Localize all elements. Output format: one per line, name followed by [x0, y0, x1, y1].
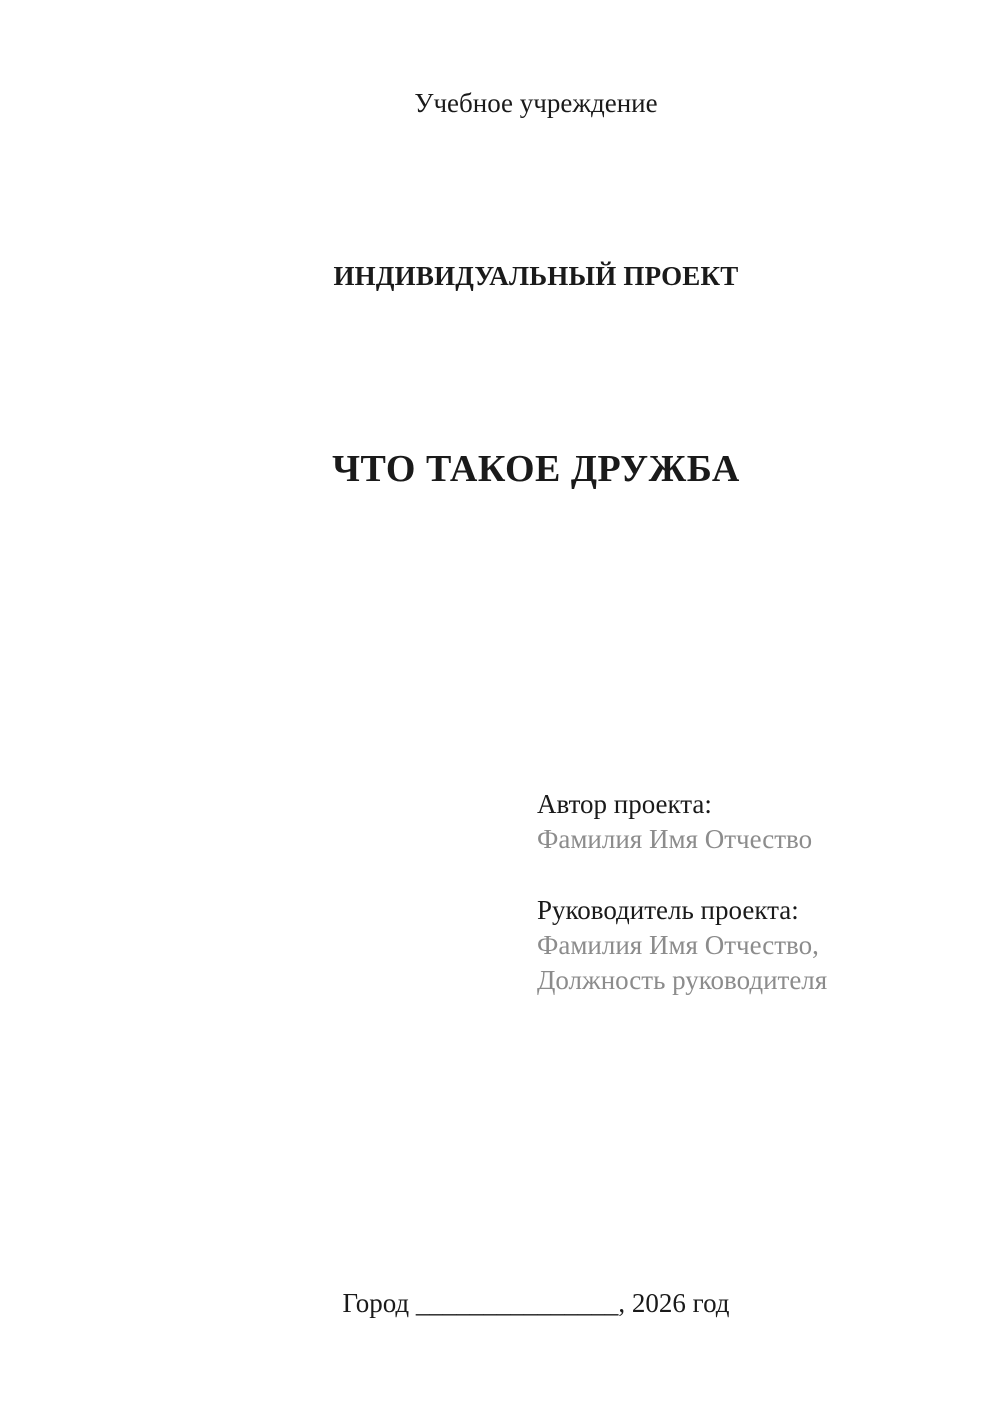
credits-block [537, 787, 827, 998]
supervisor-name-placeholder: Фамилия Имя Отчество, [537, 930, 819, 960]
author-section [537, 787, 827, 857]
institution-name: Учебное учреждение [414, 88, 658, 118]
supervisor-section [537, 893, 827, 998]
supervisor-label: Руководитель проекта: [537, 895, 799, 925]
title-page-content [143, 0, 929, 1414]
supervisor-position-placeholder: Должность руководителя [537, 965, 828, 995]
project-title: ЧТО ТАКОЕ ДРУЖБА [332, 448, 740, 490]
document-type-heading: ИНДИВИДУАЛЬНЫЙ ПРОЕКТ [333, 261, 739, 291]
author-name-placeholder: Фамилия Имя Отчество [537, 824, 813, 854]
author-label: Автор проекта: [537, 789, 712, 819]
city-year-line: Город _______________, 2026 год [342, 1288, 730, 1318]
